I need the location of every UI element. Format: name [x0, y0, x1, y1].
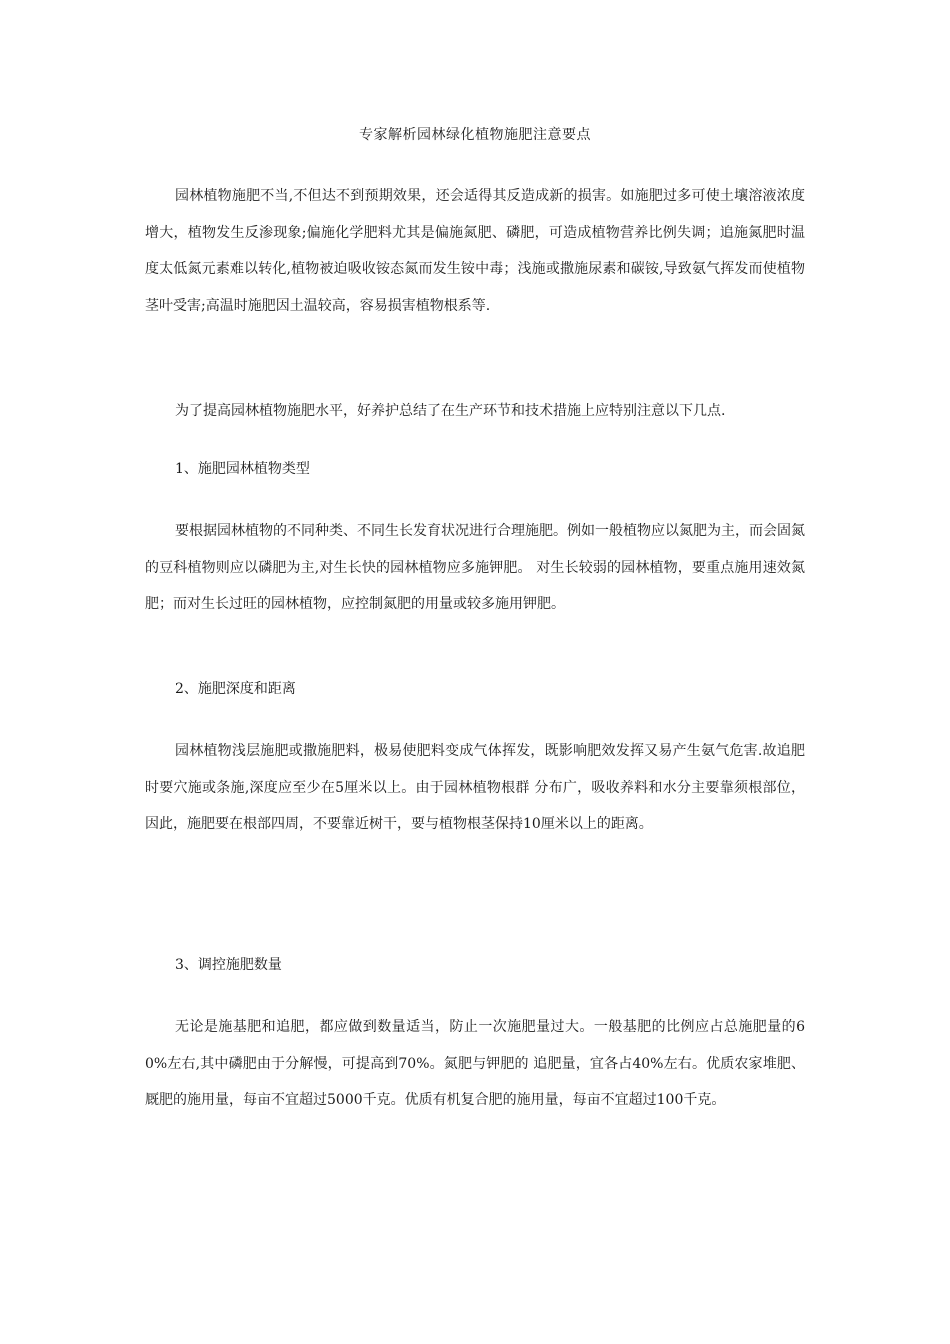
document-title: 专家解析园林绿化植物施肥注意要点: [359, 127, 591, 143]
lead-paragraph: 为了提高园林植物施肥水平，好养护总结了在生产环节和技术措施上应特别注意以下几点.: [175, 403, 726, 419]
intro-paragraph: 园林植物施肥不当,不但达不到预期效果，还会适得其反造成新的损害。如施肥过多可使土壤溶液浓度增大，植物发生反渗现象;偏施化学肥料尤其是偏施氮肥、磷肥，可造成植物营养比例失调；追施氮肥时温度太低氮元素难以转化,植物被迫吸收铵态氮而发生铵中毒；浅施或撒施尿素和碳铵,导致氨气挥发而使植物茎叶受害;高温时施肥因土温较高，容易损害植物根系等.: [145, 188, 805, 314]
section-heading-2: 2、施肥深度和距离: [175, 681, 296, 697]
section-body-3: 无论是施基肥和追肥，都应做到数量适当，防止一次施肥量过大。一般基肥的比例应占总施肥量的60%左右,其中磷肥由于分解慢，可提高到70%。氮肥与钾肥的 追肥量，宜各占40%左右。优质农家堆肥、厩肥的施用量，每亩不宜超过5000千克。优质有机复合肥的施用量，每亩不宜超过100千克。: [145, 1019, 805, 1108]
section-body-2: 园林植物浅层施肥或撒施肥料，极易使肥料变成气体挥发，既影响肥效发挥又易产生氨气危害.故追肥时要穴施或条施,深度应至少在5厘米以上。由于园林植物根群 分布广，吸收养料和水分主要靠须根部位，因此，施肥要在根部四周，不要靠近树干，要与植物根茎保持10厘米以上的距离。: [145, 743, 805, 832]
section-heading-1: 1、施肥园林植物类型: [175, 461, 310, 477]
section-heading-3: 3、调控施肥数量: [175, 957, 282, 973]
section-body-1: 要根据园林植物的不同种类、不同生长发育状况进行合理施肥。例如一般植物应以氮肥为主，而会固氮的豆科植物则应以磷肥为主,对生长快的园林植物应多施钾肥。 对生长较弱的园林植物，要重点施用速效氮肥；而对生长过旺的园林植物，应控制氮肥的用量或较多施用钾肥。: [145, 523, 805, 612]
